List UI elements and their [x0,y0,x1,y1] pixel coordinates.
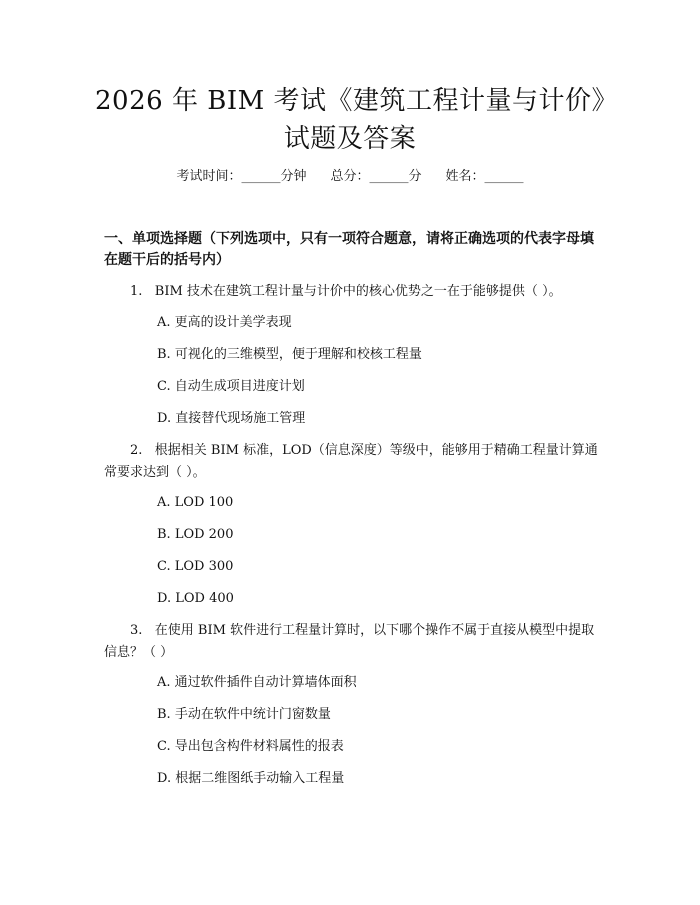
question-2-option-c: C. LOD 300 [157,559,234,574]
document-title: 2026 年 BIM 考试《建筑工程计量与计价》试题及答案 [95,86,605,154]
question-2-option-b: B. LOD 200 [157,527,234,542]
total-score-field: 总分：______分 [330,169,422,184]
question-3-option-d: D. 根据二维图纸手动输入工程量 [157,771,345,786]
exam-time-field: 考试时间：______分钟 [176,169,307,184]
question-1-option-d: D. 直接替代现场施工管理 [157,411,306,426]
question-3-option-a: A. 通过软件插件自动计算墙体面积 [157,675,357,690]
exam-meta [0,168,700,186]
question-1-option-a: A. 更高的设计美学表现 [157,315,292,330]
question-3-stem: 3. 在使用 BIM 软件进行工程量计算时，以下哪个操作不属于直接从模型中提取信息？（ ） [104,623,595,660]
question-2-option-a: A. LOD 100 [157,495,234,510]
section-heading: 一、单项选择题（下列选项中，只有一项符合题意，请将正确选项的代表字母填在题干后的括号内） [104,231,594,268]
question-1-option-c: C. 自动生成项目进度计划 [157,379,305,394]
question-1-option-b: B. 可视化的三维模型，便于理解和校核工程量 [157,347,422,362]
question-2-option-d: D. LOD 400 [157,591,234,606]
question-3-option-c: C. 导出包含构件材料属性的报表 [157,739,344,754]
name-field: 姓名：______ [445,169,524,184]
question-2-stem: 2. 根据相关 BIM 标准，LOD（信息深度）等级中，能够用于精确工程量计算通常要求达到（ ）。 [104,443,598,480]
question-1-stem: 1. BIM 技术在建筑工程计量与计价中的核心优势之一在于能够提供（ ）。 [130,284,562,299]
question-3-option-b: B. 手动在软件中统计门窗数量 [157,707,331,722]
